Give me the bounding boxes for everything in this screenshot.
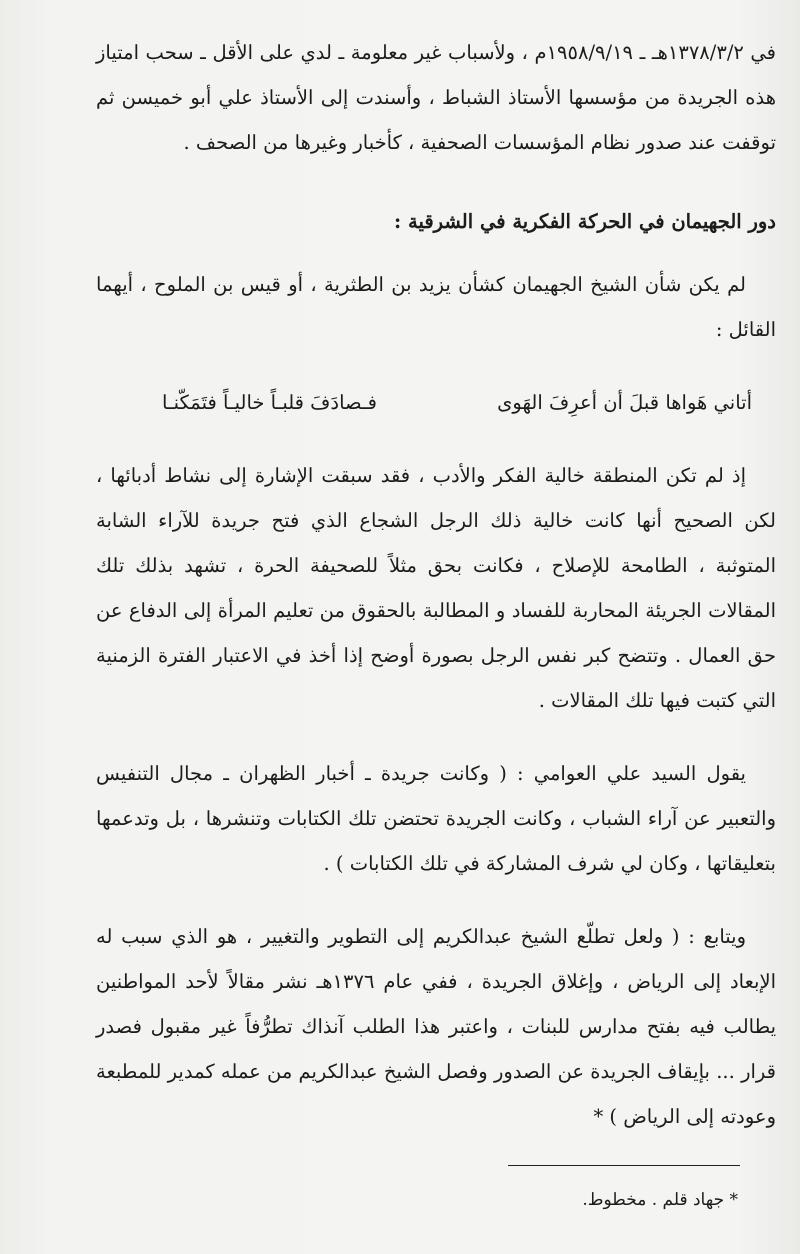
- paragraph-jehaiman-comparison: لم يكن شأن الشيخ الجهيمان كشأن يزيد بن الطثرية ، أو قيس بن الملوح ، أيهما القائل :: [96, 273, 776, 341]
- page-body: [96, 30, 776, 1139]
- poem-verse: [162, 380, 752, 425]
- verse-first-hemistich: أتاني هَواها قبلَ أن أعرِفَ الهَوى: [497, 391, 752, 414]
- section-heading: دور الجهيمان في الحركة الفكرية في الشرقية :: [394, 210, 776, 233]
- paragraph-awami-continued: ويتابع : ( ولعل تطلّع الشيخ عبدالكريم إلى التطوير والتغيير ، هو الذي سبب له الإبعاد إلى الرياض ، وإغلاق الجريدة ، ففي عام ١٣٧٦هـ نشر مقالاً لأحد المواطنين يطالب فيه بفتح مدارس للبنات ، واعتبر هذا الطلب آنذاك تطرُّفاً غير مقبول فصدر قرار ... بإيقاف الجريدة عن الصدور وفصل الشيخ عبدالكريم من عمله كمدير للمطبعة وعودته إلى الرياض ) *: [96, 925, 776, 1128]
- paragraph-awami-quote: يقول السيد علي العوامي : ( وكانت جريدة ـ أخبار الظهران ـ مجال التنفيس والتعبير عن آراء الشباب ، وكانت الجريدة تحتضن تلك الكتابات وتنشرها ، بل وتدعمها بتعليقاتها ، وكان لي شرف المشاركة في تلك الكتابات ) .: [96, 762, 776, 875]
- paragraph-region-literature: إذ لم تكن المنطقة خالية الفكر والأدب ، فقد سبقت الإشارة إلى نشاط أدبائها ، لكن الصحيح أنها كانت خالية ذلك الرجل الشجاع الذي فتح جريدة للآراء الشابة المتوثبة ، الطامحة للإصلاح ، فكانت بحق مثلاً للصحيفة الحرة ، تشهد بذلك تلك المقالات الجريئة المحاربة للفساد و المطالبة بالحقوق من تعليم المرأة إلى الدفاع عن حق العمال . وتتضح كبر نفس الرجل بصورة أوضح إذا أخذ في الاعتبار الفترة الزمنية التي كتبت فيها تلك المقالات .: [96, 464, 776, 712]
- footnote: * جهاد قلم . مخطوط.: [582, 1190, 738, 1210]
- verse-second-hemistich: فـصادَفَ قلبـاً خاليـاً فتَمَكّنـا: [162, 391, 377, 414]
- footnote-divider: [508, 1165, 740, 1166]
- paragraph-newspaper-license: في ١٣٧٨/٣/٢هـ ـ ١٩٥٨/٩/١٩م ، ولأسباب غير معلومة ـ لدي على الأقل ـ سحب امتياز هذه الجريدة من مؤسسها الأستاذ الشباط ، وأسندت إلى الأستاذ علي أبو خميسن ثم توقفت عند صدور نظام المؤسسات الصحفية ، كأخبار وغيرها من الصحف .: [96, 41, 776, 154]
